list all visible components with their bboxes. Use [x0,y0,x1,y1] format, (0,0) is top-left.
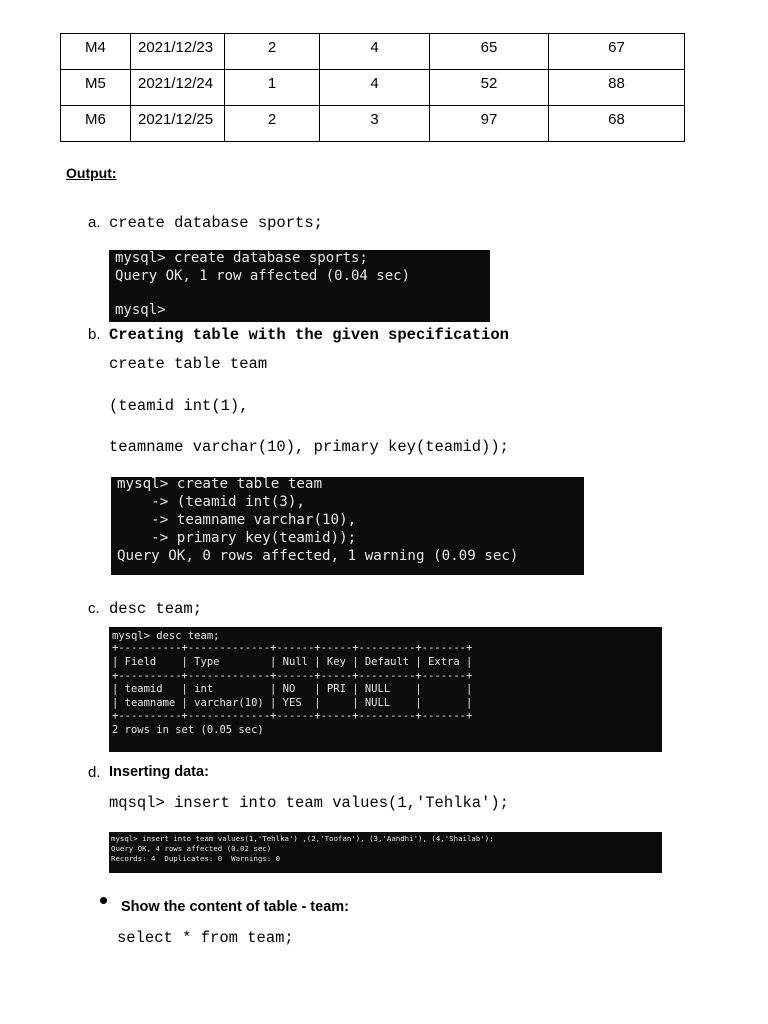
terminal-c-line-4: +----------+-------------+------+-----+---------+-------+ [112,670,473,682]
match-table [60,33,685,142]
terminal-a-line-1: mysql> create database sports; [115,250,368,266]
item-b-title: Creating table with the given specification [109,326,509,344]
table-cell-text: 2021/12/24 [138,75,214,92]
table-cell-score-b [549,106,685,142]
table-cell-team-b [320,34,430,70]
table-row [61,106,685,142]
table-cell-team-a [225,70,320,106]
table-cell-text: 67 [608,39,625,56]
terminal-c-line-5: | teamid | int | NO | PRI | NULL | | [112,683,473,695]
table-cell-score-b [549,34,685,70]
table-cell-score-a [430,70,549,106]
terminal-d [109,832,662,873]
table-cell-text: 97 [480,111,498,128]
table-cell-text: 2 [267,111,277,128]
table-cell-team-b [320,106,430,142]
item-b-code-line-2: (teamid int(1), [109,397,249,415]
table-cell-score-b [549,70,685,106]
table-cell-text: 68 [608,111,625,128]
table-cell-text: 3 [370,111,379,128]
terminal-d-line-2: Query OK, 4 rows affected (0.02 sec) [111,844,272,853]
table-cell-text: 4 [370,75,379,92]
item-c-label: c. [88,600,100,617]
table-cell-text: 2021/12/23 [138,39,214,56]
table-cell-text: 1 [267,75,277,92]
bullet-item-title: Show the content of table - team: [121,899,349,915]
item-a-label: a. [88,214,101,231]
bullet-item-code: select * from team; [117,929,294,947]
table-cell-match-date [131,34,225,70]
terminal-c-line-7: +----------+-------------+------+-----+---------+-------+ [112,710,473,722]
table-cell-text: M6 [85,111,106,128]
terminal-c-line-2: +----------+-------------+------+-----+---------+-------+ [112,642,473,654]
terminal-b-line-4: -> primary key(teamid)); [117,530,357,546]
terminal-d-line-3: Records: 4 Duplicates: 0 Warnings: 0 [111,854,281,863]
table-cell-text: 88 [608,75,625,92]
terminal-b-line-1: mysql> create table team [117,477,322,492]
terminal-c-line-1: mysql> desc team; [112,630,220,642]
table-cell-match-id [61,70,131,106]
table-cell-text: M4 [85,39,106,56]
terminal-b-line-5: Query OK, 0 rows affected, 1 warning (0.09 sec) [117,548,519,564]
terminal-c-line-8: 2 rows in set (0.05 sec) [112,724,264,736]
terminal-b [111,477,584,575]
terminal-d-line-1: mysql> insert into team values(1,'Tehlka') ,(2,'Toofan'), (3,'Aandhi'), (4,'Shailab'); [111,834,494,843]
table-cell-text: 2 [267,39,277,56]
item-b-label: b. [88,326,101,343]
table-cell-score-a [430,106,549,142]
table-cell-text: 65 [480,39,498,56]
table-cell-text: 4 [370,39,379,56]
terminal-b-line-2: -> (teamid int(3), [117,494,305,510]
table-cell-team-b [320,70,430,106]
terminal-c [109,627,662,752]
output-heading: Output: [66,165,117,181]
table-row [61,70,685,106]
table-cell-text: 52 [480,75,498,92]
terminal-a [109,250,490,322]
table-cell-match-id [61,34,131,70]
match-table-body [61,34,685,142]
table-cell-score-a [430,34,549,70]
item-a-code: create database sports; [109,214,323,232]
table-cell-match-date [131,106,225,142]
table-row [61,34,685,70]
terminal-a-line-2: Query OK, 1 row affected (0.04 sec) [115,268,411,284]
table-cell-match-date [131,70,225,106]
terminal-c-line-6: | teamname | varchar(10) | YES | | NULL | | [112,697,473,709]
table-cell-match-id [61,106,131,142]
table-cell-team-a [225,34,320,70]
bullet-icon [100,897,107,904]
item-d-code: mqsql> insert into team values(1,'Tehlka'); [109,794,509,812]
item-c-code: desc team; [109,600,203,618]
table-cell-text: 2021/12/25 [138,111,214,128]
terminal-a-line-4: mysql> [115,302,166,318]
item-b-code-line-3: teamname varchar(10), primary key(teamid)); [109,438,509,456]
item-b-code-line-1: create table team [109,355,268,373]
table-cell-text: M5 [85,75,106,92]
item-d-label: d. [88,764,101,781]
terminal-c-line-3: | Field | Type | Null | Key | Default | Extra | [112,656,473,668]
item-d-title: Inserting data: [109,764,209,780]
terminal-b-line-3: -> teamname varchar(10), [117,512,357,528]
table-cell-team-a [225,106,320,142]
